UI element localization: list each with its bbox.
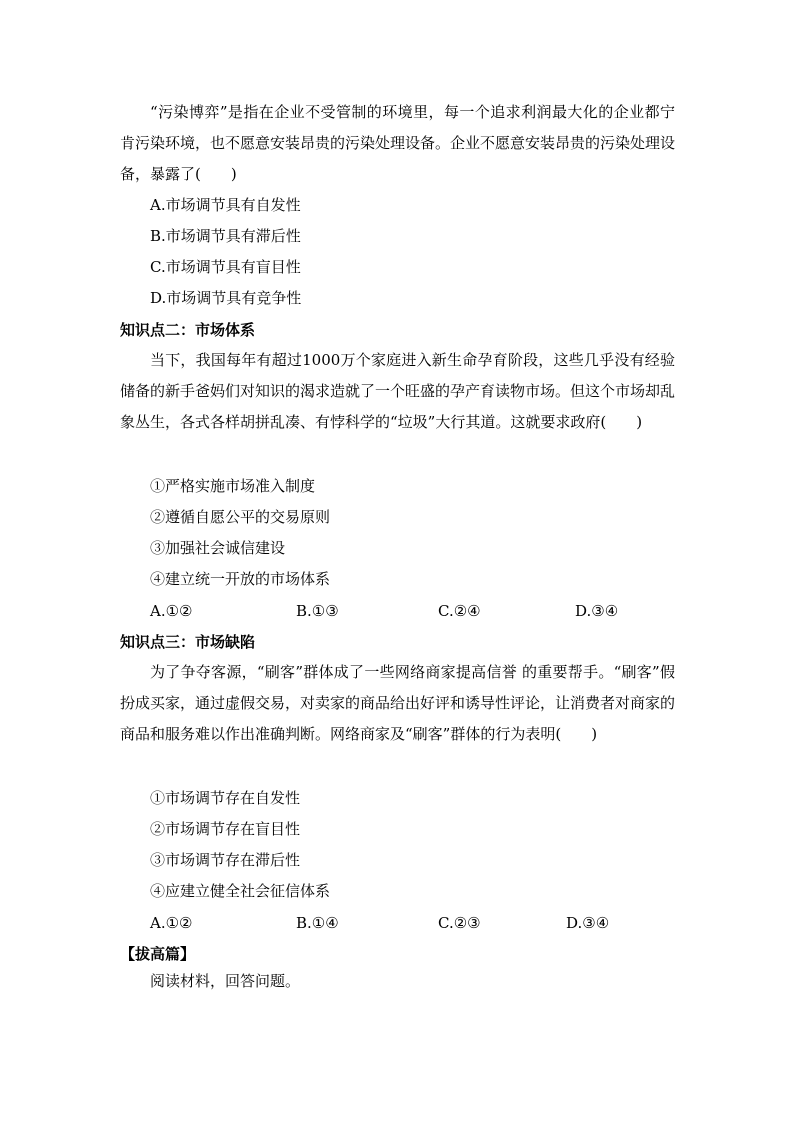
q2-item-3: ③加强社会诚信建设	[150, 539, 286, 557]
section-4-heading: 【拔高篇】	[120, 945, 196, 963]
question-1	[120, 97, 675, 190]
q2-choice-d: D.③④	[575, 602, 619, 620]
q1-option-c: C.市场调节具有盲目性	[150, 258, 301, 276]
section-3-heading: 知识点三：市场缺陷	[120, 633, 256, 651]
q2-choice-b: B.①③	[296, 602, 339, 620]
q3-item-1: ①市场调节存在自发性	[150, 789, 301, 807]
q1-option-a: A.市场调节具有自发性	[150, 196, 301, 214]
q3-item-3: ③市场调节存在滞后性	[150, 851, 301, 869]
q3-item-4: ④应建立健全社会征信体系	[150, 882, 331, 900]
q1-option-d: D.市场调节具有竞争性	[150, 289, 302, 307]
question-3	[120, 657, 675, 750]
question-2	[120, 345, 675, 438]
q2-choice-c: C.②④	[438, 602, 481, 620]
q2-item-1: ①严格实施市场准入制度	[150, 477, 316, 495]
q2-choice-a: A.①②	[150, 602, 193, 620]
q2-item-2: ②遵循自愿公平的交易原则	[150, 508, 331, 526]
q1-option-b: B.市场调节具有滞后性	[150, 227, 301, 245]
q3-choice-a: A.①②	[150, 914, 193, 932]
question-1-stem: “污染博弈”是指在企业不受管制的环境里，每一个追求利润最大化的企业都宁肯污染环境，也不愿意安装昂贵的污染处理设备。企业不愿意安装昂贵的污染处理设备，暴露了( )	[120, 103, 676, 183]
section-4-intro: 阅读材料，回答问题。	[150, 972, 301, 990]
question-3-stem: 为了争夺客源，“刷客”群体成了一些网络商家提高信誉 的重要帮手。“刷客”假扮成买家，通过虚假交易，对卖家的商品给出好评和诱导性评论，让消费者对商家的商品和服务难以作出准确判断。网络商家及“刷客”群体的行为表明( )	[120, 663, 676, 743]
q3-choice-c: C.②③	[438, 914, 481, 932]
q3-choice-b: B.①④	[296, 914, 339, 932]
q2-item-4: ④建立统一开放的市场体系	[150, 570, 331, 588]
section-2-heading: 知识点二：市场体系	[120, 321, 256, 339]
q3-item-2: ②市场调节存在盲目性	[150, 820, 301, 838]
q3-choice-d: D.③④	[566, 914, 610, 932]
question-2-stem: 当下，我国每年有超过1000万个家庭进入新生命孕育阶段，这些几乎没有经验储备的新手爸妈们对知识的渴求造就了一个旺盛的孕产育读物市场。但这个市场却乱象丛生，各式各样胡拼乱凑、有悖科学的“垃圾”大行其道。这就要求政府( )	[120, 351, 676, 431]
